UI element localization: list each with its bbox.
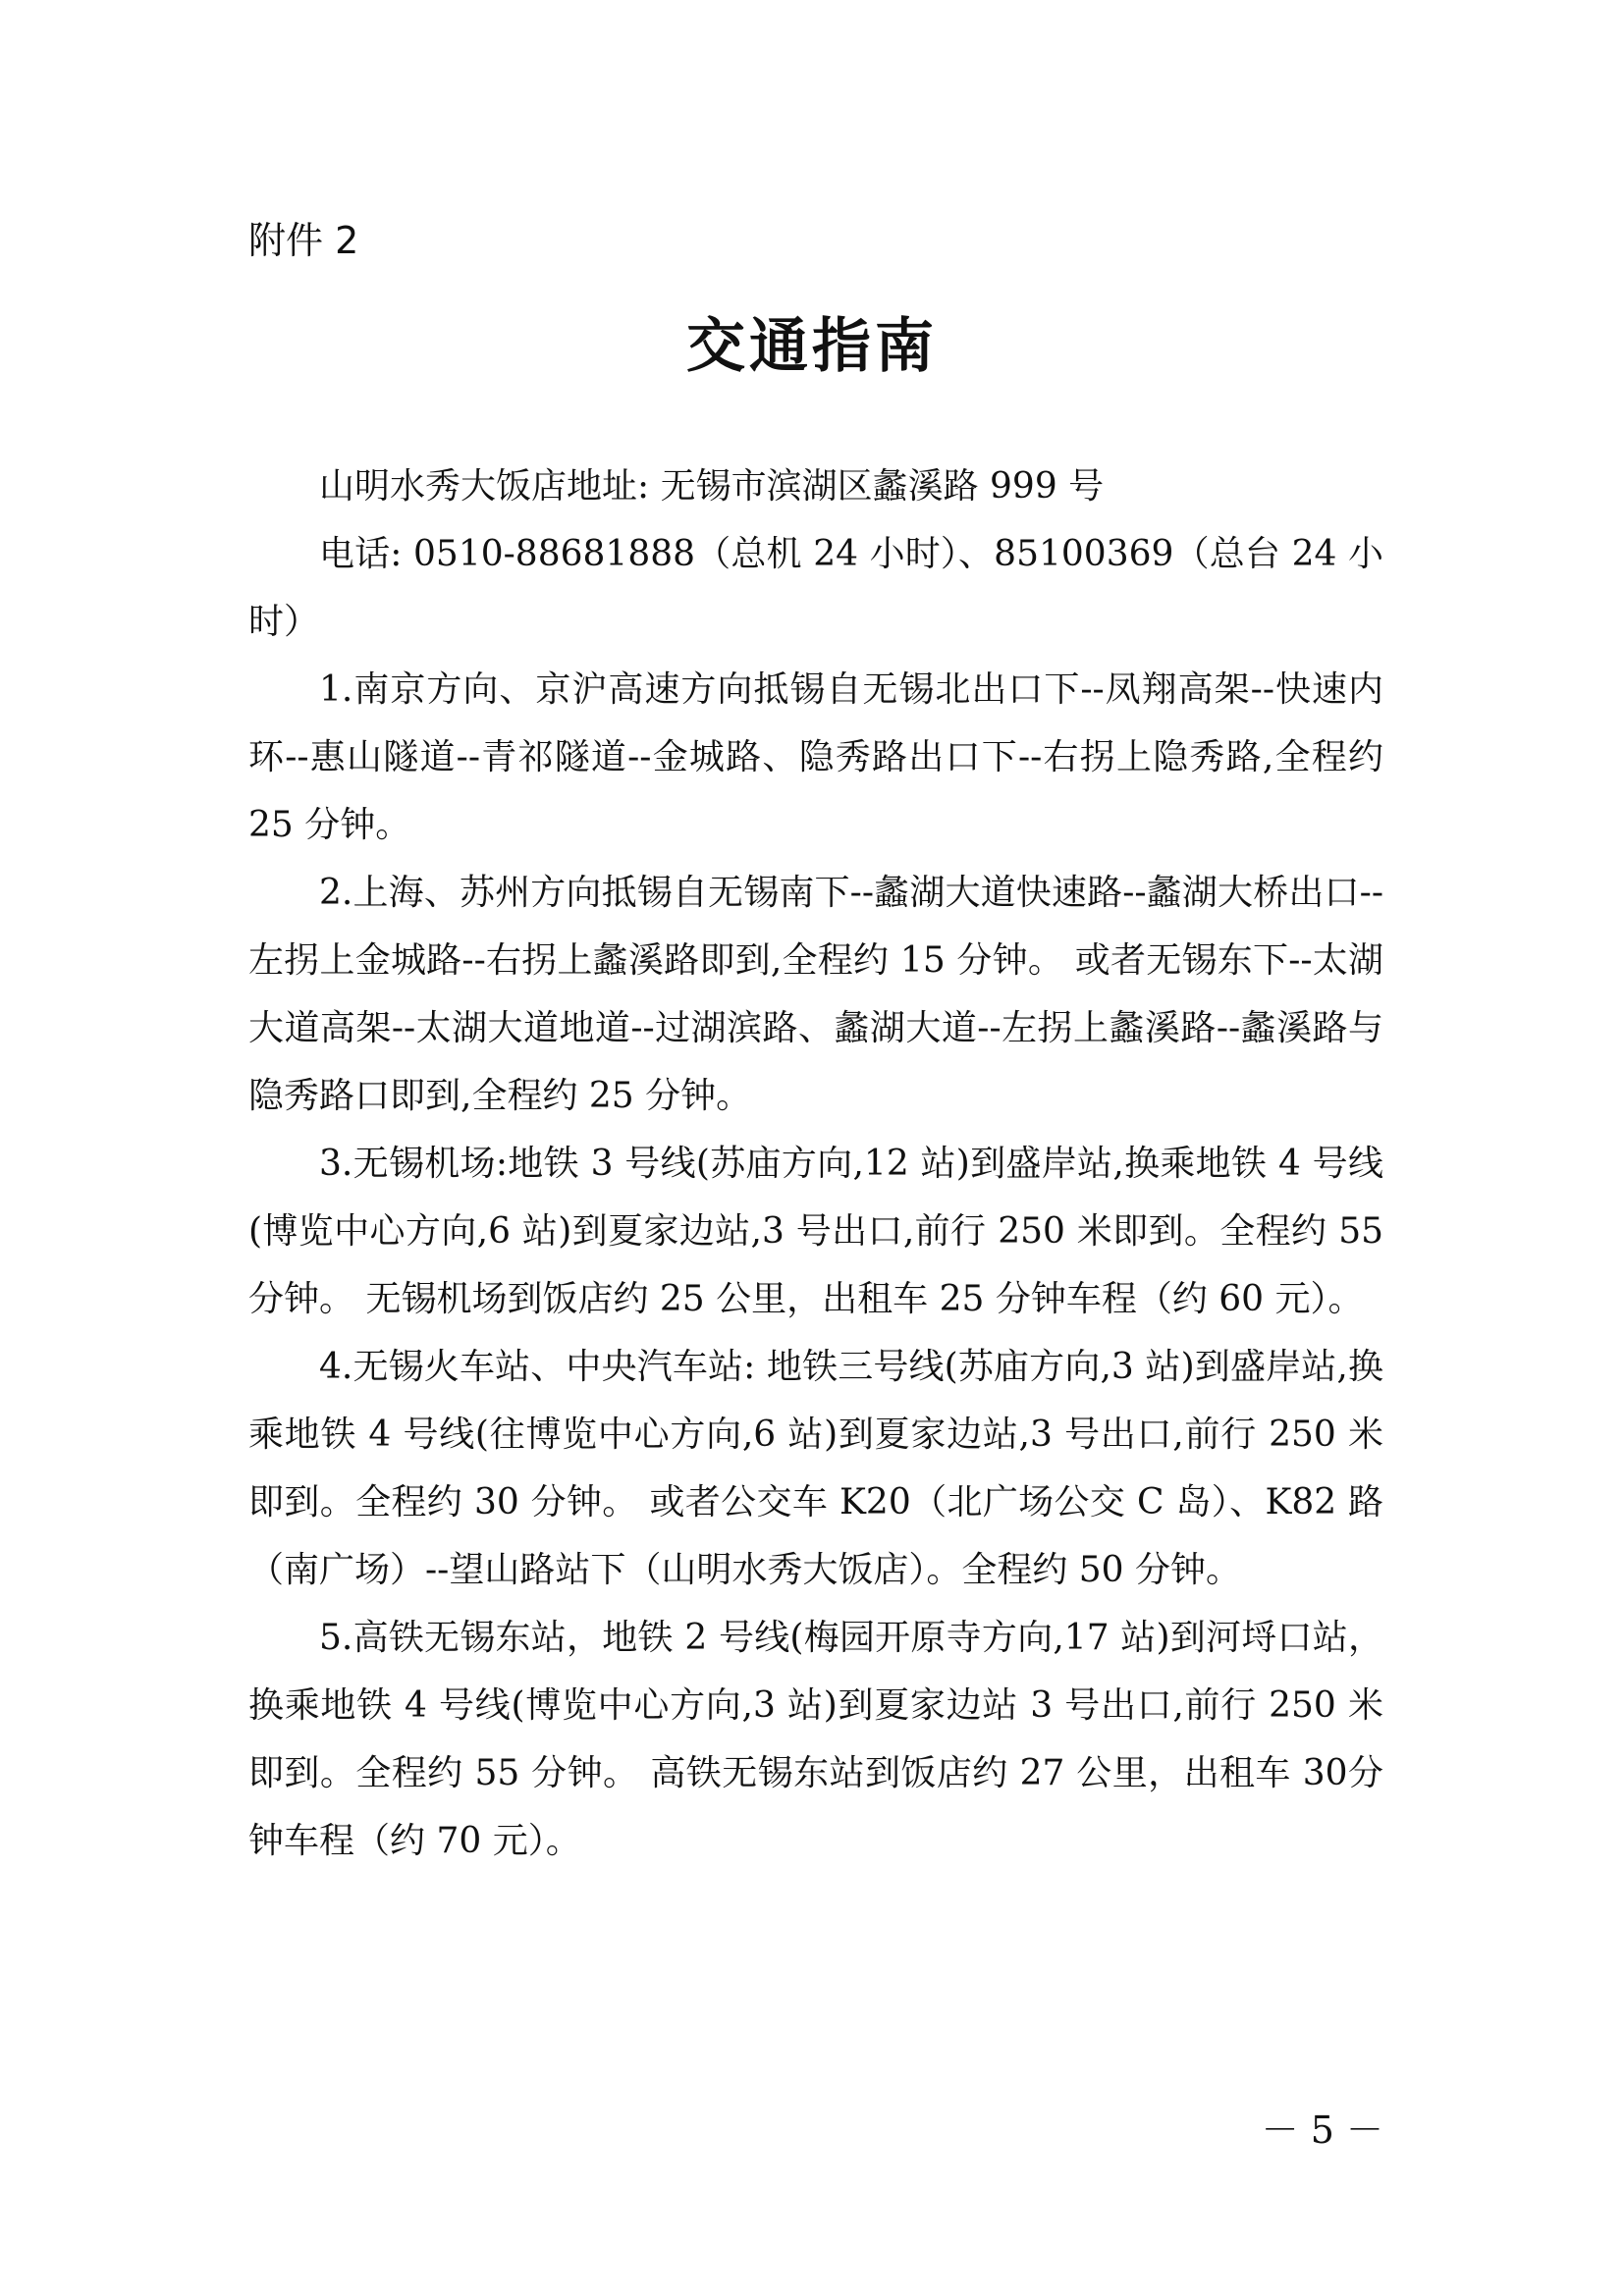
- route-high-speed-rail: 5.高铁无锡东站，地铁 2 号线(梅园开原寺方向,17 站)到河埒口站，换乘地铁 4 号线(博览中心方向,3 站)到夏家边站 3 号出口,前行 250 米即到。全程约 55 分钟。 高铁无锡东站到饭店约 27 公里，出租车 30分钟车程（约 70 元）。: [248, 1618, 1383, 1861]
- attachment-label: 附件 2: [248, 219, 359, 262]
- hotel-phone: 电话: 0510-88681888（总机 24 小时）、85100369（总台 24 小时）: [248, 534, 1383, 642]
- hotel-address: 山明水秀大饭店地址: 无锡市滨湖区蠡溪路 999 号: [319, 466, 1105, 507]
- page-number: － 5 －: [1261, 2109, 1383, 2152]
- route-airport: 3.无锡机场:地铁 3 号线(苏庙方向,12 站)到盛岸站,换乘地铁 4 号线(博览中心方向,6 站)到夏家边站,3 号出口,前行 250 米即到。全程约 55 分钟。 无锡机场到饭店约 25 公里，出租车 25 分钟车程（约 60 元）。: [248, 1144, 1383, 1319]
- route-nanjing: 1.南京方向、京沪高速方向抵锡自无锡北出口下--凤翔高架--快速内环--惠山隧道--青祁隧道--金城路、隐秀路出口下--右拐上隐秀路,全程约 25 分钟。: [248, 669, 1383, 845]
- route-shanghai-suzhou: 2.上海、苏州方向抵锡自无锡南下--蠡湖大道快速路--蠡湖大桥出口--左拐上金城路--右拐上蠡溪路即到,全程约 15 分钟。 或者无锡东下--太湖大道高架--太湖大道地道--过湖滨路、蠡湖大道--左拐上蠡溪路--蠡溪路与隐秀路口即到,全程约 25 分钟。: [248, 873, 1383, 1116]
- document-body: [248, 453, 1383, 1875]
- page-title: 交通指南: [686, 312, 938, 381]
- route-railway-station: 4.无锡火车站、中央汽车站: 地铁三号线(苏庙方向,3 站)到盛岸站,换乘地铁 4 号线(往博览中心方向,6 站)到夏家边站,3 号出口,前行 250 米即到。全程约 30 分钟。 或者公交车 K20（北广场公交 C 岛）、K82 路（南广场）--望山路站下（山明水秀大饭店）。全程约 50 分钟。: [248, 1347, 1383, 1590]
